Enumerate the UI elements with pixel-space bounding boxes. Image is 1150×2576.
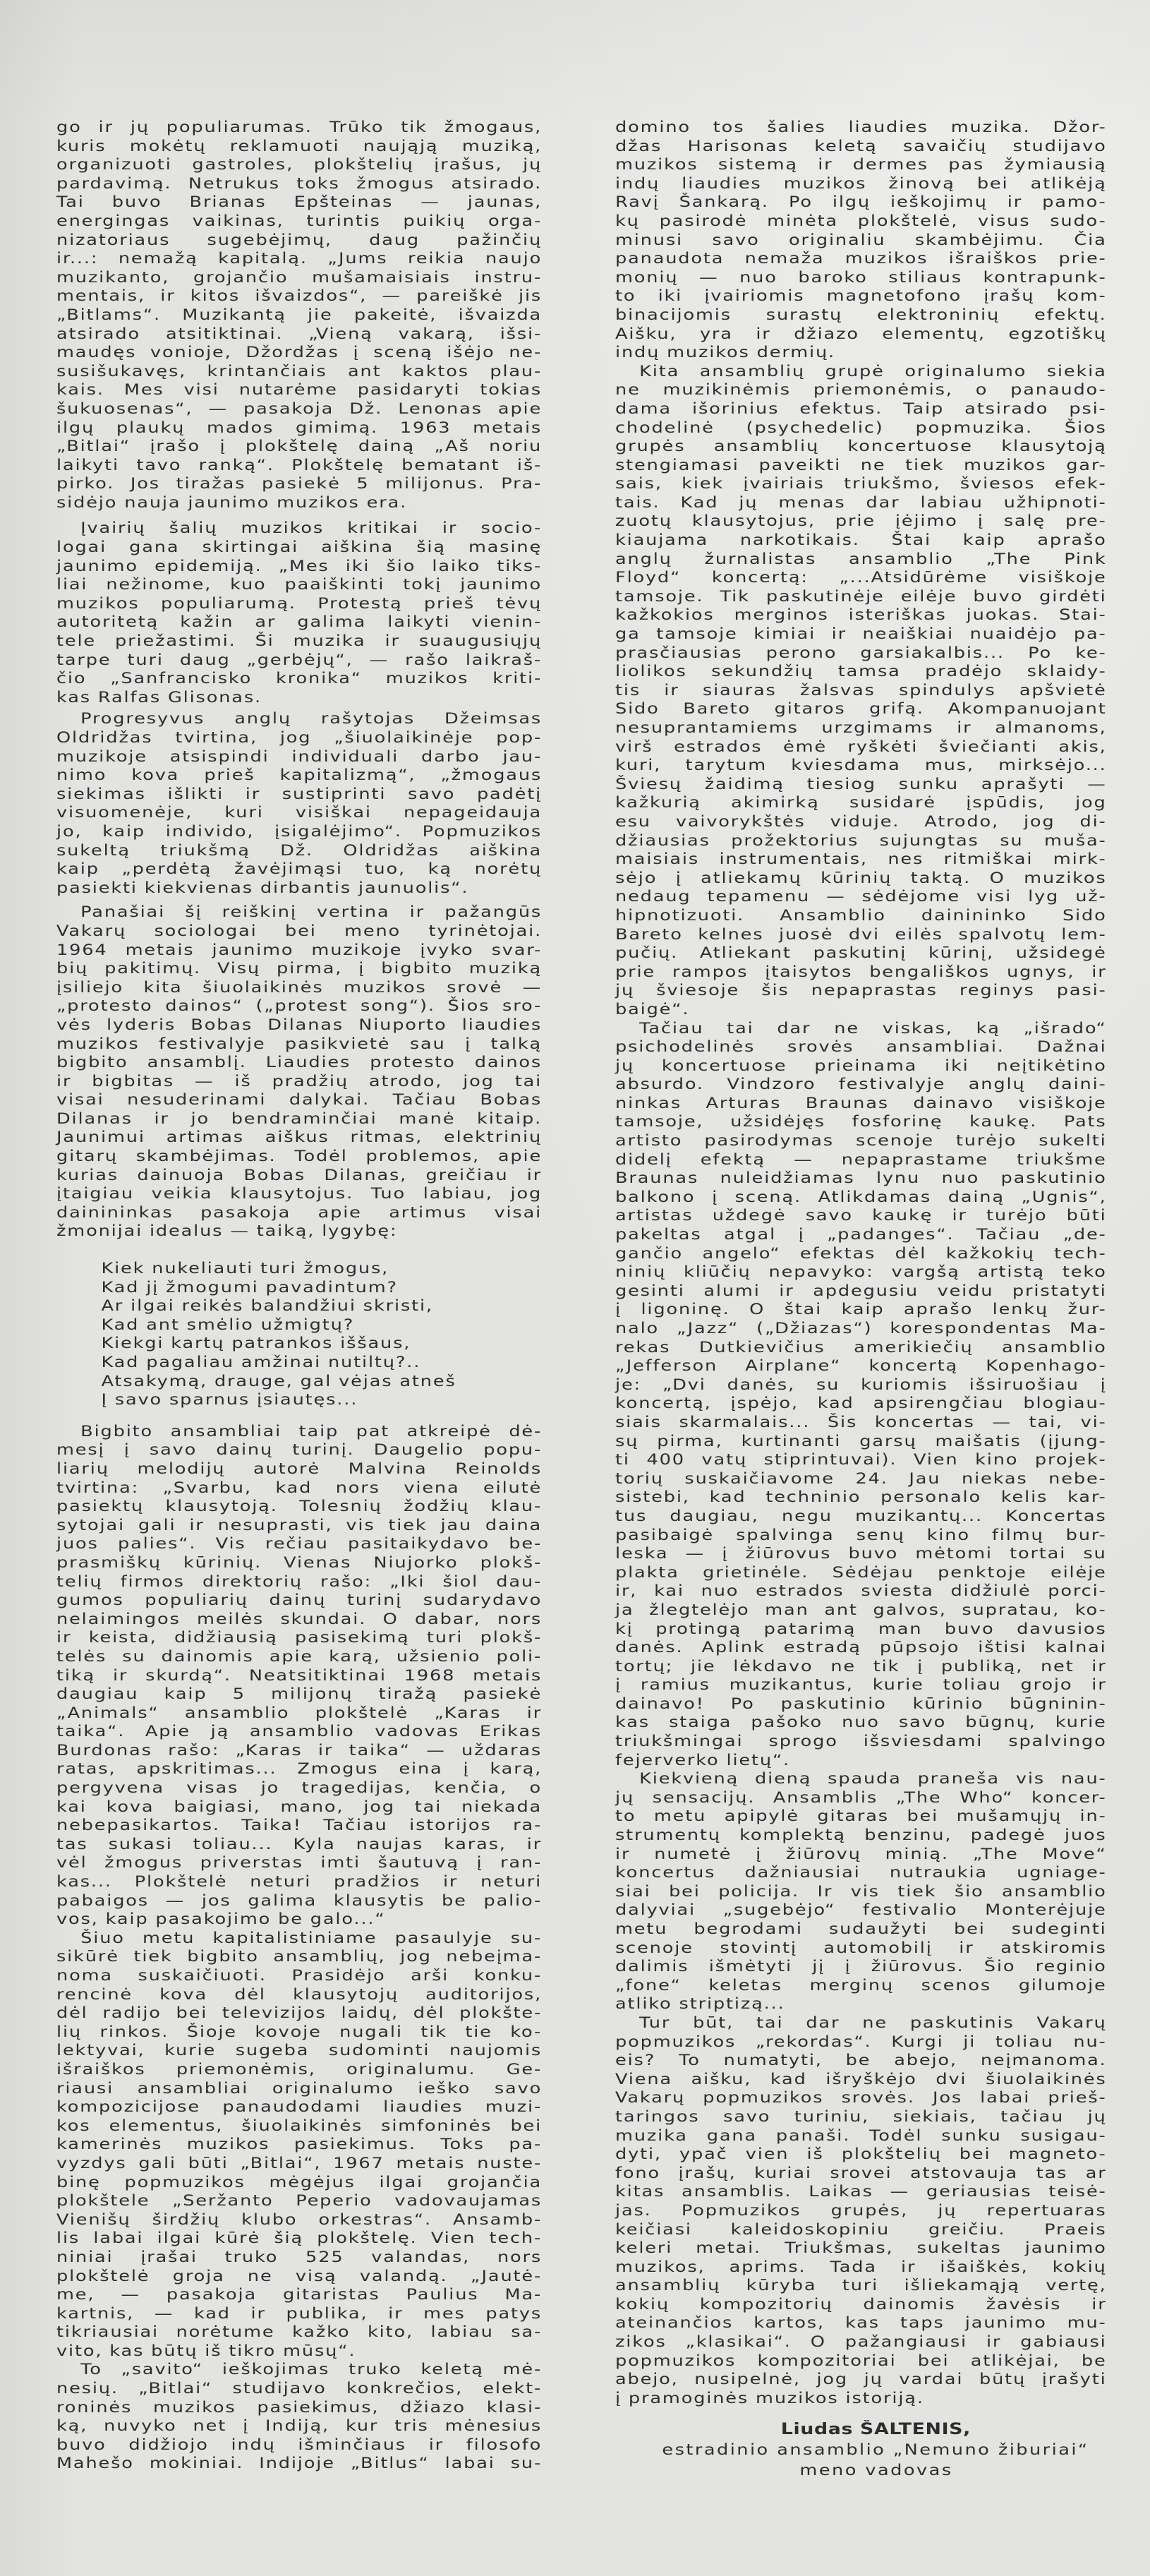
text-line: muzikanto, grojančio mušamaisiais instru- [56,268,543,286]
text-line: go ir jų populiarumas. Trūko tik žmogaus, [56,119,543,136]
text-line: Oldridžas tvirtina, jog „šiuolaikinėje pop- [56,729,543,746]
text-line: kaip „perdėtą žavėjimąsi tuo, ką norėtų [56,860,543,878]
text-line: Sido Bareto gitaros grifą. Akompanuojant [615,700,1107,718]
text-line: keičiasi kaleidoskopiniu greičiu. Praeis [615,2220,1107,2238]
text-line: telės su dainomis apie karą, užsienio poli- [56,1647,543,1665]
text-line: tus daugiau, negu muzikantų... Koncertas [615,1507,1107,1524]
text-line: to iki įvairiomis magnetofono įrašų kom- [615,287,1107,305]
text-line: bigbito ansamblį. Liaudies protesto dainos [56,1054,543,1071]
text-line: nebepasikartos. Taika! Tačiau istorijos ra- [56,1817,543,1834]
text-line: minusi savo originaliu skambėjimu. Čia [615,231,1107,248]
text-line: Mahešo mokiniai. Indijoje „Bitlus“ labai su- [56,2455,543,2472]
text-line: sų pirma, kurtinanti garsų maišatis (įjung- [615,1432,1107,1450]
text-line: koncertus dažniausiai nutraukia ugniage- [615,1864,1107,1882]
text-line: sikūrė tiek bigbito ansamblių, jog nebeįma- [56,1948,543,1966]
text-line: visai nesuderinami dalykai. Tačiau Bobas [56,1091,543,1109]
text-line: jaunimo epidemiją. „Mes iki šio laiko tiks- [56,557,543,574]
text-line: fono įrašų, kuriai srovei atstovauja tas ar [615,2164,1107,2181]
text-line: gumos populiarių dainų turinį sudarydavo [56,1591,543,1609]
text-line: kas staiga pašoko nuo savo būgnų, kurie [615,1714,1107,1731]
text-line: įtaigiau veikia klausytojus. Tuo labiau, jog [56,1185,543,1203]
text-line: Vienišų širdžių klubo orkestras“. Ansamb- [56,2210,543,2228]
text-line: dalimis išmėtyti jį į žiūrovus. Šio reginio [615,1958,1107,1975]
text-line: dėl radijo bei televizijos laidų, dėl plokšte- [56,2004,543,2022]
text-line: danės. Aplink estradą pūpsojo ištisi kalnai [615,1639,1107,1656]
text-line: daugiau kaip 5 milijonų tiražą pasiekė [56,1685,543,1703]
text-line: kuris mokėtų reklamuoti naująją muziką, [56,137,543,155]
text-line: Bareto kelnes juosė dvi eilės spalvotų lem- [615,925,1107,943]
text-line: „protesto dainos“ („protest song“). Šios sro- [56,997,543,1015]
author-role-line-2: meno vadovas [799,2462,953,2479]
text-line: susišukavęs, krintančiais ant kaktos plau- [56,362,543,380]
text-line: fejerverko lietų“. [615,1751,791,1769]
text-line: muzikos festivalyje pasikvietė sau į talką [56,1035,543,1052]
text-line: ir...: nemažą kapitalą. „Jums reikia naujo [56,250,543,267]
text-line: pasibaigė spalvinga senų kino filmų bur- [615,1526,1107,1543]
text-line: kartnis, — kad ir publika, ir mes patys [56,2304,543,2322]
text-line: chodelinė (psychedelic) popmuzika. Šios [615,419,1107,436]
text-line: visuomenėje, kuri visiškai nepageidauja [56,804,543,821]
text-line: energingas vaikinas, turintis puikių orga- [56,212,543,229]
text-line: dalyviai „sugebėjo“ festivalio Monterėjuje [615,1901,1107,1919]
author-role-row [650,2440,1101,2460]
text-line: domino tos šalies liaudies muzika. Džor- [615,119,1107,136]
text-line: absurdo. Vindzoro festivalyje anglų daini- [615,1076,1107,1093]
text-line: pakeltas atgal į „padanges“. Tačiau „de- [615,1226,1107,1244]
text-line: kį protingą patarimą man buvo davusios [615,1620,1107,1637]
text-line: ne muzikinėmis priemonėmis, o panaudo- [615,381,1107,399]
text-line: Šiuo metu kapitalistiniame pasaulyje su- [80,1929,543,1946]
text-line: siai bei policija. Ir vis tiek šio ansamblio [615,1882,1107,1900]
text-line: gitarų skambėjimas. Todėl problemos, apie [56,1148,543,1165]
poem-line: Kad pagaliau amžinai nutiltų?.. [101,1354,421,1371]
text-line: kažkurią akimirką susidarė įspūdis, jog [615,794,1107,812]
text-line: psichodelinės srovės ansambliai. Dažnai [615,1038,1107,1056]
text-line: kas Ralfas Glisonas. [56,688,262,706]
text-line: liolikos sekundžių tamsa pradėjo sklaidy- [615,663,1107,680]
text-line: sėjo į atliekamų kūrinių taktą. O muzikos [615,869,1107,886]
text-line: džiausias prožektorius sujungtas su muša- [615,831,1107,849]
text-line: tamsoje. Tik paskutinėje eilėje buvo girdėti [615,587,1107,605]
text-line: džas Harisonas keletą savaičių studijavo [615,137,1107,155]
paragraph [615,2014,1107,2407]
poem-line: Kad ant smėlio užmigtų? [101,1316,355,1333]
text-line: abejo, nusipelnė, jog jų vardai būtų įrašyti [615,2371,1107,2388]
text-line: scenoje stovintį automobilį ir atskiromis [615,1939,1107,1956]
text-line: rencinė kova dėl klausytojų auditorijos, [56,1985,543,2003]
text-line: mesį į savo dainų turinį. Daugelio popu- [56,1441,543,1459]
text-line: čio „Sanfrancisko kronika“ muzikos kriti- [56,670,543,687]
text-line: popmuzikos kompozitoriai bei atlikėjai, be [615,2352,1107,2369]
text-line: vės lyderis Bobas Dilanas Niuporto liaudies [56,1016,543,1033]
text-line: nimo kova prieš kapitalizmą“, „žmogaus [56,766,543,784]
text-line: buvo didžiojo indų išminčiaus ir filosofo [56,2436,543,2453]
paragraph [615,118,1107,362]
paragraph [615,1769,1107,2014]
text-line: Braunas nuleidžiamas lynu nuo paskutinio [615,1169,1107,1187]
text-line: baigė“. [615,1000,690,1018]
text-line: įsiliejo kita šiuolaikinės muzikos srovė — [56,978,543,996]
text-line: juos palies“. Vis rečiau pasitaikydavo be- [56,1535,543,1553]
text-line: kurias dainuoja Bobas Dilanas, greičiau ir [56,1166,543,1184]
paragraph [56,519,542,706]
text-line: muzikos populiarumą. Protestą prieš tėvų [56,594,543,612]
poem-line: Ar ilgai reikės balandžiui skristi, [101,1297,433,1315]
text-line: kuri, tarytum kviesdama mus, mirksėjo... [615,757,1107,774]
text-line: indų muzikos dermių. [615,344,836,361]
text-line: pardavimą. Netrukus toks žmogus atsirado. [56,174,543,192]
text-line: Šviesų žaidimą tiesiog sunku aprašyti — [615,775,1107,793]
text-line: sistebi, kad techninio personalo kelis kar- [615,1488,1107,1506]
author-signature [650,2419,1101,2481]
text-line: indų liaudies muzikos žinovą bei atlikėją [615,174,1107,192]
text-line: Ravį Šankarą. Po ilgų ieškojimų ir pamo- [615,193,1107,211]
text-line: nizatoriaus sugebėjimų, daug pažinčių [56,231,543,248]
poem-line: Kad jį žmogumi pavadintum? [101,1278,398,1296]
text-line: ninių kliūčių nepavyko: vargšą artistą teko [615,1263,1107,1281]
text-line: ir, kai nuo estrados sviesta didžiulė porci- [615,1582,1107,1600]
text-line: sytojai gali ir nesuprasti, vis tiek jau daina [56,1516,543,1534]
text-line: ja žlegtelėjo man ant galvos, supratau, ko- [615,1601,1107,1618]
text-line: pergyvena visas jo tragedijas, kenčia, o [56,1779,543,1797]
text-line: Panašiai šį reiškinį vertina ir pažangūs [80,903,543,921]
text-line: dama išorinius efektus. Taip atsirado psi- [615,399,1107,417]
text-line: prie rampos įtaisytos bengališkos ugnys, ir [615,963,1107,980]
text-line: prasčiausias perono garsiakalbis... Po ke- [615,644,1107,661]
text-line: logai gana skirtingai aiškina šią masinę [56,538,543,556]
text-line: prasmiškų kūrinių. Vienas Niujorko plokš- [56,1553,543,1571]
text-line: ką, nuvyko net į Indiją, kur tris mėnesius [56,2417,543,2435]
text-line: muzikos, aprims. Tada ir išaiškės, kokių [615,2258,1107,2275]
text-line: Jaunimui artimas aiškus ritmas, elektrinių [56,1128,543,1146]
text-line: kų pasirodė minėta plokštelė, visus sudo- [615,212,1107,229]
text-line: į ramius muzikantus, kurie toliau grojo ir [615,1676,1107,1694]
text-line: popmuzikos „rekordas“. Kurgi ji toliau nu- [615,2033,1107,2050]
text-line: koncertą, įspėjo, kad apsirengčiau blogiau- [615,1395,1107,1412]
text-line: lių rinkos. Šioje kovoje nugali tik tie ko- [56,2023,543,2040]
text-line: mentais, ir kitos išvaizdos“, — pareiškė jis [56,287,543,305]
text-line: Tačiau tai dar ne viskas, ką „išrado“ [639,1019,1107,1037]
text-line: nelaimingos meilės skundai. O dabar, nors [56,1610,543,1627]
text-line: jų sensacijų. Ansamblis „The Who“ koncer- [615,1788,1107,1806]
author-name-row [650,2419,1101,2440]
text-line: Burdonas rašo: „Karas ir taika“ — uždaras [56,1741,543,1759]
text-line: strumentų komplektą benzinu, padegė juos [615,1826,1107,1844]
text-line: me, — pasakoja gitaristas Paulius Ma- [56,2286,543,2304]
text-line: Tai buvo Brianas Epšteinas — jaunas, [56,193,543,211]
text-line: tais. Kad jų menas dar labiau užhipnoti- [615,493,1107,511]
text-line: ti 400 vatų stiprintuvai). Vien kino projek- [615,1451,1107,1469]
text-line: pučių. Atliekant paskutinį kūrinį, užsidegė [615,944,1107,962]
text-line: ratas, apskritimas... Zmogus eina į karą, [56,1760,543,1778]
text-line: Įvairių šalių muzikos kritikai ir socio- [80,519,543,537]
text-line: Vakarų sociologai bei meno tyrinėtojai. [56,922,543,939]
text-line: Kita ansamblių grupė originalumo siekia [639,362,1107,380]
text-line: jas. Popmuzikos grupės, jų repertuaras [615,2201,1107,2219]
text-line: maisiais instrumentais, nes ritmiškai mirk- [615,850,1107,868]
text-line: žmonijai idealus — taiką, lygybę: [56,1222,398,1240]
paragraph [56,1422,542,1929]
text-line: nalo „Jazz“ („Džiazas“) korespondentas Ma- [615,1320,1107,1337]
poem-line: Į savo sparnus įsiautęs... [101,1391,358,1409]
text-line: rekas Dutkievičius amerikiečių ansamblio [615,1338,1107,1356]
text-line: didelį efektą — nepaprastame triukšme [615,1150,1107,1168]
text-line: jų koncertuose prieinama iki neįtikėtino [615,1057,1107,1074]
text-line: panaudota nemaža muzikos išraiškos prie- [615,250,1107,267]
paragraph [56,118,542,512]
text-line: nesuprantamiems urzgimams ir almanoms, [615,719,1107,736]
right-text-column [615,118,1107,2407]
text-line: keleri metai. Triukšmas, sukeltas jaunimo [615,2239,1107,2257]
author-name: Liudas ŠALTENIS, [780,2421,972,2438]
text-line: jų šviesoje šis nepaprastas reginys pasi- [615,982,1107,999]
paragraph [56,1929,542,2361]
text-line: riausi ansambliai originalumo ieško savo [56,2079,543,2097]
text-line: artistas uždegė savo kaukę ir turėjo būti [615,1207,1107,1224]
text-line: tarpe turi daug „gerbėjų“, — rašo laikraš- [56,651,543,668]
text-line: vėl žmogus priverstas imti šautuvą į ran- [56,1854,543,1872]
text-line: taringos savo turiniu, siekiais, tačiau jų [615,2107,1107,2125]
text-line: gesinti alumi ir apdegusiu veidu pristatyti [615,1282,1107,1299]
text-line: „Animals“ ansamblio plokštelė „Karas ir [56,1704,543,1721]
text-line: pasiektų klausytoją. Tolesnių žodžių klau- [56,1498,543,1515]
text-line: zikos „klasikai“. O pažangiausi ir gabiausi [615,2333,1107,2351]
text-line: Bigbito ansambliai taip pat atkreipė dė- [80,1422,543,1440]
text-line: Viena aišku, kad išryškėjo dvi šiuolaikinės [615,2070,1107,2088]
text-line: lektyvai, kurie sugeba sudominti naujomis [56,2042,543,2059]
left-text-column [56,118,542,2473]
text-line: kitas ansamblis. Laikas — geriausias teisė- [615,2183,1107,2201]
text-line: artisto pasirodymas scenoje turėjo sukelti [615,1132,1107,1150]
text-line: kai kova baigiasi, mano, jog tai niekada [56,1798,543,1815]
text-line: hipnotizuoti. Ansamblio dainininko Sido [615,906,1107,924]
text-line: dainininkas pasakoja apie artimus visai [56,1203,543,1221]
text-line: į pramoginės muzikos istoriją. [615,2389,924,2407]
text-line: „Bitlai“ įrašo į plokštelę dainą „Aš noriu [56,438,543,455]
text-line: dyti, ypač vien iš plokštelių bei magneto- [615,2145,1107,2163]
text-line: bių pakitimų. Visų pirma, į bigbito muziką [56,960,543,977]
text-line: taika“. Apie ją ansamblio vadovas Erikas [56,1723,543,1740]
text-line: ateinančios kartos, kas taps jaunimo mu- [615,2314,1107,2332]
text-line: plokštele „Seržanto Peperio vadovaujamas [56,2192,543,2210]
text-line: lis labai ilgai kūrė šią plokštelę. Vien tech- [56,2229,543,2247]
text-line: telių firmos direktorių rašo: „Iki šiol dau- [56,1572,543,1590]
text-line: tas sukasi toliau... Kyla naujas karas, ir [56,1835,543,1853]
text-line: Dilanas ir jo bendraminčiai manė kitaip. [56,1109,543,1127]
text-line: to metu apipylė gitaras bei mušamųjų in- [615,1807,1107,1825]
text-line: metu begrodami sudaužyti bei sudeginti [615,1920,1107,1937]
text-line: kažkokios merginos isteriškas juokas. Stai- [615,606,1107,624]
text-line: vyzdys gali būti „Bitlai“, 1967 metais nuste- [56,2154,543,2172]
text-line: tele priežastimi. Ši muzika ir suaugusiųjų [56,632,543,650]
poem-line: Kiek nukeliauti turi žmogus, [101,1260,389,1277]
poem-quote [56,1259,542,1409]
text-line: To „savito“ ieškojimas truko keletą mė- [80,2361,543,2378]
text-line: į ligoninę. O štai kaip aprašo lenkų žur- [615,1301,1107,1318]
text-line: kamerinės muzikos pasiekimus. Toks pa- [56,2136,543,2153]
text-line: kos elementus, šiuolaikinės simfoninės bei [56,2117,543,2134]
text-line: triukšmingai sprogo išsviesdami spalvingo [615,1733,1107,1750]
text-line: ilgų plaukų mados gimimą. 1963 metais [56,419,543,436]
author-role-row [650,2460,1101,2481]
text-line: noma suskaičiuoti. Prasidėjo arši konku- [56,1967,543,1984]
text-line: tikriausiai norėtume kažko kito, labiau sa- [56,2323,543,2341]
text-line: muzikoje atsispindi individuali darbo jau- [56,747,543,765]
text-line: liarių melodijų autorė Malvina Reinolds [56,1459,543,1477]
text-line: torių suskaičiavome 24. Jau niekas nebe- [615,1469,1107,1487]
text-line: eis? To numatyti, be abejo, neįmanoma. [615,2052,1107,2069]
text-line: sukeltą triukšmą Dž. Oldridžas aiškina [56,841,543,859]
text-line: pirko. Jos tiražas pasiekė 5 milijonus. Pra- [56,475,543,493]
text-line: Vakarų popmuzikos srovės. Jos labai prieš- [615,2089,1107,2107]
text-line: atsirado atsitiktinai. „Vieną vakarą, išsi- [56,325,543,342]
text-line: Kiekvieną dieną spauda praneša vis nau- [639,1770,1107,1788]
text-line: išraiškos priemonėmis, originalumu. Ge- [56,2060,543,2078]
text-line: liai nežinome, kuo paaiškinti tokį jaunimo [56,576,543,594]
text-line: sidėjo nauja jaunimo muzikos era. [56,493,408,511]
text-line: je: „Dvi danės, su kuriomis išsiruošiau į [615,1376,1107,1393]
text-line: muzika gana panaši. Todėl sunku susigau- [615,2126,1107,2144]
text-line: atliko striptizą... [615,1995,785,2013]
text-line: 1964 metais jaunimo muzikoje įvyko svar- [56,941,543,958]
text-line: kokių kompozitorių dainomis žavėsis ir [615,2295,1107,2313]
text-line: stengiamasi paveikti ne tiek muzikos gar- [615,456,1107,474]
text-line: muzikos sistemą ir dermes pas žymiausią [615,156,1107,174]
poem-line: Atsakymą, drauge, gal vėjas atneš [101,1372,456,1390]
paragraph [615,1019,1107,1770]
text-line: nesių. „Bitlai“ studijavo konkrečios, elekt- [56,2380,543,2397]
text-line: siekimas išlikti ir sustiprinti savo padėtį [56,785,543,802]
text-line: plokštelė groja ne visą valandą. „Jautė- [56,2267,543,2285]
text-line: grupės ansamblių koncertuose klausytoją [615,438,1107,455]
text-line: virš estrados ėmė ryškėti šviečianti akis, [615,738,1107,755]
text-line: autoritetą kažin ar galima laikyti vienin- [56,613,543,631]
author-role-line-1: estradinio ansamblio „Nemuno žiburiai“ [662,2441,1090,2458]
paragraph [56,709,542,897]
text-line: kais. Mes visi nutarėme pasidaryti tokias [56,381,543,399]
text-line: kiaujama narkotikais. Štai kaip aprašo [615,531,1107,549]
text-line: tis ir siauras žalsvas spindulys apšvietė [615,681,1107,699]
text-line: ir bigbitas — iš pradžių atrodo, jog tai [56,1072,543,1090]
text-line: Aišku, yra ir džiazo elementų, egzotiškų [615,325,1107,342]
text-line: anglų žurnalistas ansamblio „The Pink [615,550,1107,567]
text-line: šukuosenas“, — pasakoja Dž. Lenonas apie [56,399,543,417]
text-line: tortų; jie lėkdavo ne tik į publiką, net ir [615,1657,1107,1675]
paragraph [56,903,542,1241]
text-line: binacijomis surastų elektroninių efektų. [615,306,1107,323]
text-line: kompozicijose panaudodami liaudies muzi- [56,2098,543,2116]
text-line: tiką ir skurdą“. Neatsitiktinai 1968 metais [56,1666,543,1684]
text-line: Floyd“ koncertą: „...Atsidūrėme visiškoje [615,569,1107,586]
text-line: „fone“ keletas merginų scenos gilumoje [615,1976,1107,1994]
poem-line: Kiekgi kartų patrankos iššaus, [101,1335,411,1352]
text-line: jo, kaip individo, įsigalėjimo“. Popmuzikos [56,822,543,840]
text-line: pasiekti kiekvienas dirbantis jaunuolis“. [56,879,469,896]
text-line: „Bitlams“. Muzikantą jie pakeitė, išvaizda [56,306,543,323]
text-line: sais, kiek įvairiais triukšmo, šviesos efek- [615,475,1107,493]
text-line: ga tamsoje kimiai ir neaiškiai nuaidėjo pa- [615,625,1107,643]
text-line: ninkas Arturas Braunas dainavo visiškoje [615,1094,1107,1112]
text-line: plakta grietinėle. Sėdėjau penktoje eilėje [615,1563,1107,1581]
text-line: tamsoje, užsidėjęs fosforinę kaukę. Pats [615,1113,1107,1131]
text-line: Progresyvus anglų rašytojas Džeimsas [80,710,543,728]
paragraph [56,2360,542,2473]
text-line: roninės muzikos pasiekimus, džiazo klasi- [56,2398,543,2416]
text-line: kas... Plokštelė neturi pradžios ir neturi [56,1873,543,1891]
text-line: leska — į žiūrovus buvo mėtomi tortai su [615,1545,1107,1563]
text-line: binę popmuzikos mėgėjus ilgai grojančia [56,2173,543,2191]
text-line: vito, kas būtų iš tikro mūsų“. [56,2342,356,2359]
text-line: niniai įrašai truko 525 valandas, nors [56,2248,543,2265]
text-line: organizuoti gastroles, plokštelių įrašus, jų [56,156,543,174]
text-line: esu vaivorykštės viduje. Atrodo, jog di- [615,812,1107,830]
text-line: tvirtina: „Svarbu, kad nors viena eilutė [56,1479,543,1496]
text-line: ansamblių kūryba turi išliekamąją vertę, [615,2277,1107,2294]
text-line: monių — nuo baroko stiliaus kontrapunk- [615,268,1107,286]
text-line: ir numetė į žiūrovų minią. „The Move“ [615,1845,1107,1862]
text-line: pabaigos — jos galima klausytis be palio- [56,1891,543,1909]
text-line: dainavo! Po paskutinio kūrinio būgninin- [615,1695,1107,1712]
text-line: siais skarmalais... Šis koncertas — tai, vi- [615,1413,1107,1431]
paragraph [615,362,1107,1019]
text-line: „Jefferson Airplane“ koncertą Kopenhago- [615,1357,1107,1375]
text-line: laikyti tavo ranką“. Plokštelę bematant iš- [56,456,543,474]
text-line: nedaug tepamenu — sėdėjome visi lyg už- [615,888,1107,905]
text-line: vos, kaip pasakojimo be galo...“ [56,1910,386,1928]
text-line: zuotų klausytojus, prie įėjimo į salę pre- [615,512,1107,530]
text-line: ir keista, didžiausią pasisekimą turi plokš- [56,1629,543,1647]
text-line: balkono į sceną. Atlikdamas dainą „Ugnis“, [615,1188,1107,1205]
text-line: Tur būt, tai dar ne paskutinis Vakarų [639,2014,1107,2031]
text-line: maudęs vonioje, Džordžas į sceną išėjo ne- [56,344,543,361]
text-line: gančio angelo“ efektas dėl kažkokių tech- [615,1244,1107,1262]
